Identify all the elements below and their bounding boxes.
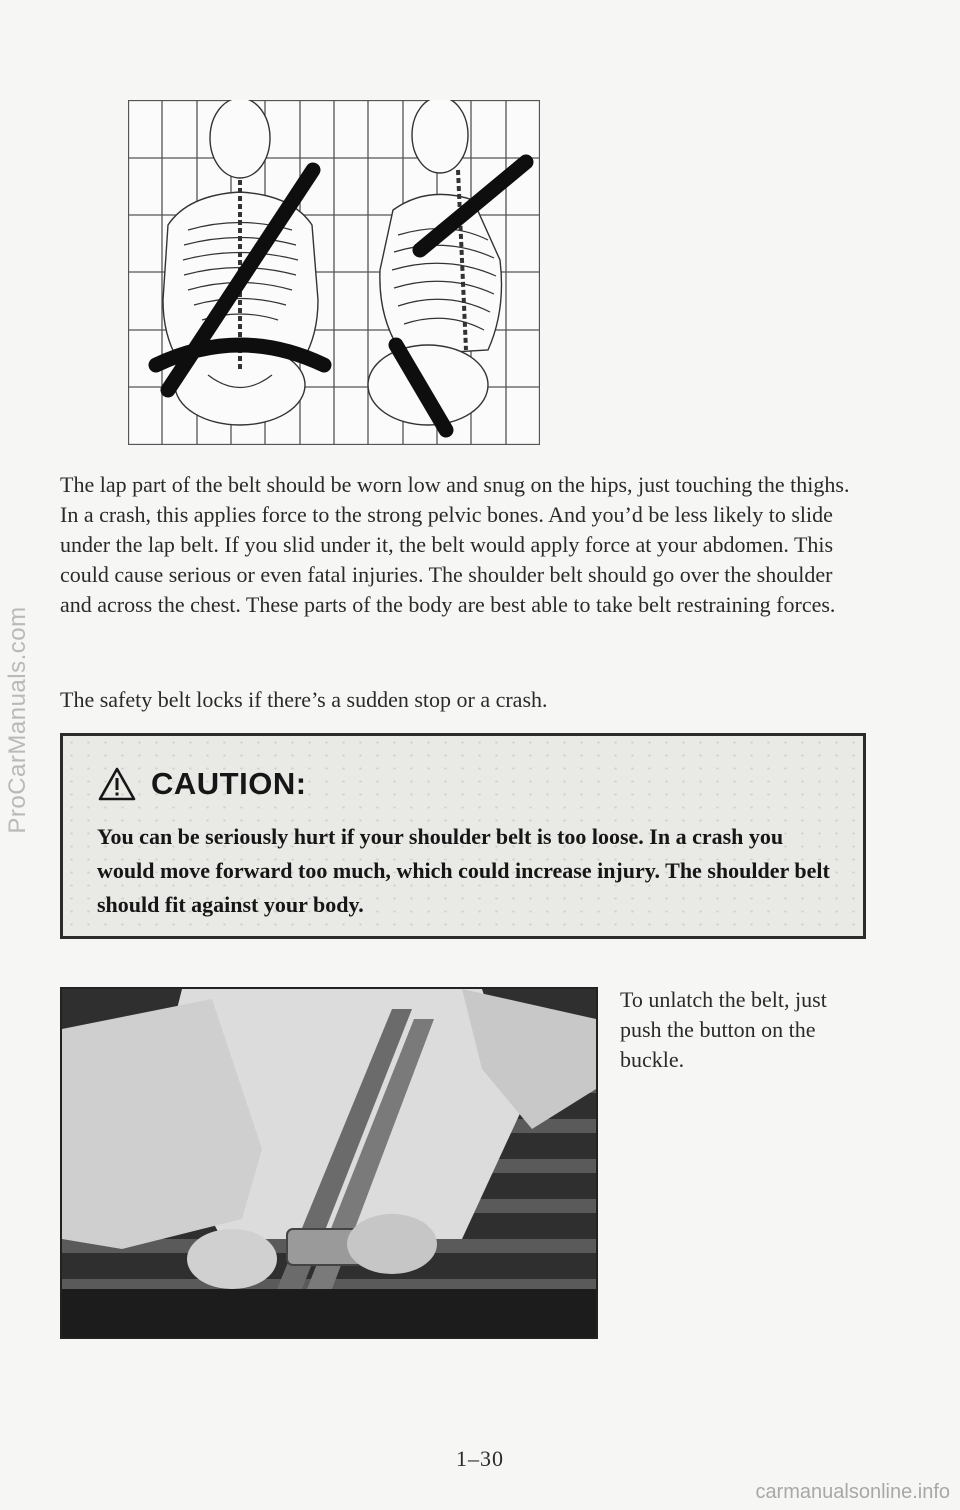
caution-title: CAUTION: [151,766,307,801]
warning-triangle-icon [97,766,137,802]
buckle-photo [60,987,598,1339]
caution-text: You can be seriously hurt if your shoulder belt is too loose. In a crash you would move forward too much, which could increase injury. The shoulder belt should fit against your body. [97,824,830,917]
skeleton-illustration-svg [128,100,540,445]
unlatch-paragraph: To unlatch the belt, just push the button on the buckle. [620,987,827,1072]
skeleton-seatbelt-illustration [128,100,540,445]
side-watermark: ProCarManuals.com [4,606,31,834]
page-number: 1–30 [456,1446,504,1471]
belt-locks-paragraph: The safety belt locks if there’s a sudden stop or a crash. [60,687,548,712]
caution-box [60,733,866,939]
caution-heading [97,764,307,804]
buckle-photo-svg [62,989,596,1337]
lap-belt-paragraph: The lap part of the belt should be worn low and snug on the hips, just touching the thighs. In a crash, this applies force to the strong pelvic bones. And you’d be less likely to slide under the lap belt. If you slid under it, the belt would apply force at your abdomen. This could cause serious or even fatal injuries. The shoulder belt should go over the shoulder and across the chest. These parts of the body are best able to take belt restraining forces. [60,472,850,617]
footer-watermark: carmanualsonline.info [755,1481,950,1503]
